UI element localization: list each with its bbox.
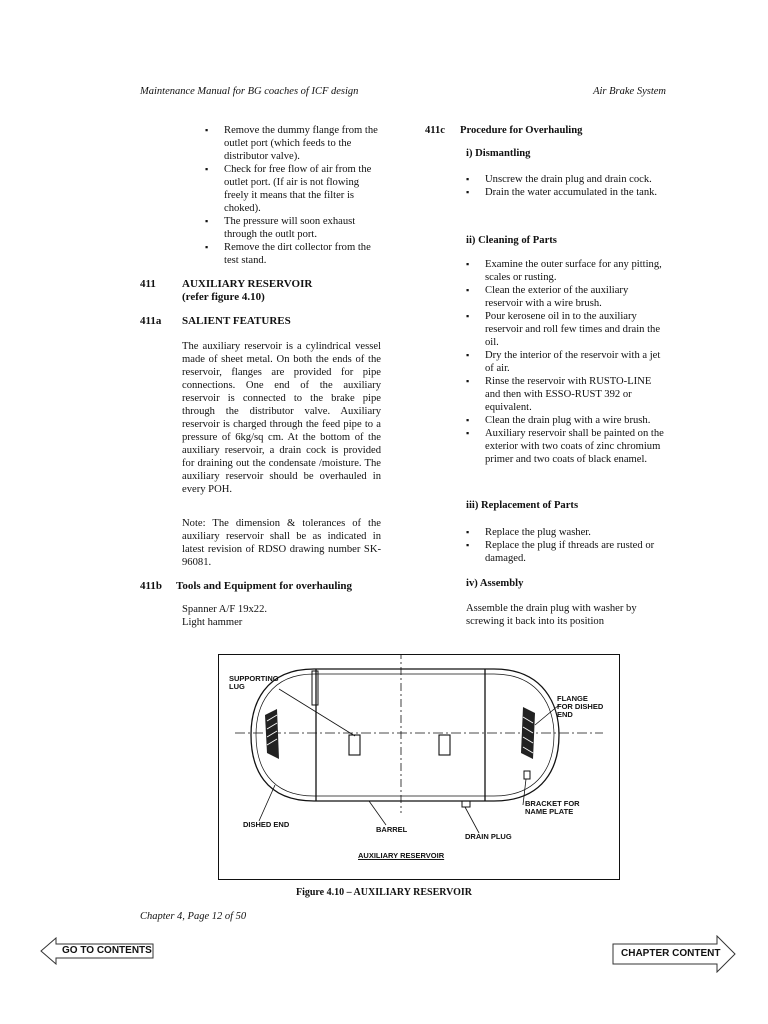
list-item: ▪ Dry the interior of the reservoir with a jet of air. — [466, 349, 668, 375]
list-item: ▪ Examine the outer surface for any pitting, scales or rusting. — [466, 258, 668, 284]
left-bullet-list — [205, 124, 381, 267]
go-to-contents-label: GO TO CONTENTS — [62, 945, 152, 956]
list-item: ▪ Remove the dirt collector from the test stand. — [205, 241, 381, 267]
list-item: ▪ Drain the water accumulated in the tank. — [466, 186, 668, 199]
chapter-content-button[interactable] — [612, 935, 736, 973]
chapter-content-label: CHAPTER CONTENT — [621, 948, 721, 959]
cleaning-list — [466, 258, 668, 466]
label-bracket: BRACKET FOR NAME PLATE — [525, 799, 580, 816]
list-item: ▪ Unscrew the drain plug and drain cock. — [466, 173, 668, 186]
page-number: Chapter 4, Page 12 of 50 — [140, 911, 247, 922]
list-item: ▪ Clean the drain plug with a wire brush. — [466, 414, 668, 427]
dismantling-title: i) Dismantling — [466, 148, 531, 159]
go-to-contents-button[interactable] — [40, 937, 154, 965]
description-paragraph: The auxiliary reservoir is a cylindrical vessel made of sheet metal. On both the ends of the reservoir, flanges are provided for pipe connections. One end of the auxiliary reservoir is connected to the brake pipe through the distributor valve. Auxiliary reservoir is charged through the feed pipe to a pressure of 6kg/sq cm. At the bottom of the auxiliary reservoir, a drain cock is provided for draining out the condensate /moisture. The auxiliary reservoir should be overhauled in every POH. — [182, 341, 381, 495]
label-drain-plug: DRAIN PLUG — [465, 832, 512, 841]
tool-item: Light hammer — [182, 617, 243, 628]
note-paragraph: Note: The dimension & tolerances of the auxiliary reservoir shall be as indicated in latest revision of RDSO drawing number SK-96081. — [182, 518, 381, 568]
section-title-411b: Tools and Equipment for overhauling — [176, 580, 353, 592]
label-dished-end: DISHED END — [243, 820, 290, 829]
replacement-list — [466, 526, 668, 565]
list-item: ▪ Clean the exterior of the auxiliary reservoir with a wire brush. — [466, 284, 668, 310]
list-item: ▪ Replace the plug washer. — [466, 526, 668, 539]
assembly-title: iv) Assembly — [466, 578, 524, 589]
auxiliary-reservoir-drawing — [219, 655, 619, 879]
list-item: ▪ The pressure will soon exhaust through the outlt port. — [205, 215, 381, 241]
label-flange: FLANGE FOR DISHED END — [557, 694, 604, 719]
section-number-411: 411 — [140, 278, 156, 290]
list-item: ▪ Pour kerosene oil in to the auxiliary reservoir and roll few times and drain the oil. — [466, 310, 668, 349]
figure-inner-title: AUXILIARY RESERVOIR — [358, 851, 445, 860]
section-number-411a: 411a — [140, 315, 162, 327]
list-item: ▪ Auxiliary reservoir shall be painted on the exterior with two coats of zinc chromium primer and two coats of black enamel. — [466, 427, 668, 466]
section-ref-411: (refer figure 4.10) — [182, 291, 265, 303]
section-title-411c: Procedure for Overhauling — [460, 125, 583, 136]
section-number-411b: 411b — [140, 580, 163, 592]
list-item: ▪ Check for free flow of air from the outlet port. (If air is not flowing freely it means that the filter is choked). — [205, 163, 381, 215]
list-item: ▪ Replace the plug if threads are rusted or damaged. — [466, 539, 668, 565]
figure-frame — [218, 654, 620, 880]
tool-item: Spanner A/F 19x22. — [182, 604, 268, 615]
figure-caption: Figure 4.10 – AUXILIARY RESERVOIR — [295, 887, 473, 898]
assembly-text: Assemble the drain plug with washer by screwing it back into its position — [466, 603, 637, 627]
header-right: Air Brake System — [593, 86, 666, 97]
cleaning-title: ii) Cleaning of Parts — [466, 235, 557, 246]
section-number-411c: 411c — [425, 125, 446, 136]
dismantling-list — [466, 173, 668, 199]
tools-list — [182, 603, 267, 629]
label-barrel: BARREL — [376, 825, 408, 834]
section-title-411a: SALIENT FEATURES — [182, 315, 291, 327]
section-title-411: AUXILIARY RESERVOIR — [182, 278, 313, 290]
list-item: ▪ Remove the dummy flange from the outlet port (which feeds to the distributor valve). — [205, 124, 381, 163]
list-item: ▪ Rinse the reservoir with RUSTO-LINE and then with ESSO-RUST 392 or equivalent. — [466, 375, 668, 414]
header-left: Maintenance Manual for BG coaches of ICF design — [140, 86, 359, 97]
replacement-title: iii) Replacement of Parts — [466, 500, 579, 511]
label-supporting-lug: SUPPORTING LUG — [229, 674, 279, 691]
